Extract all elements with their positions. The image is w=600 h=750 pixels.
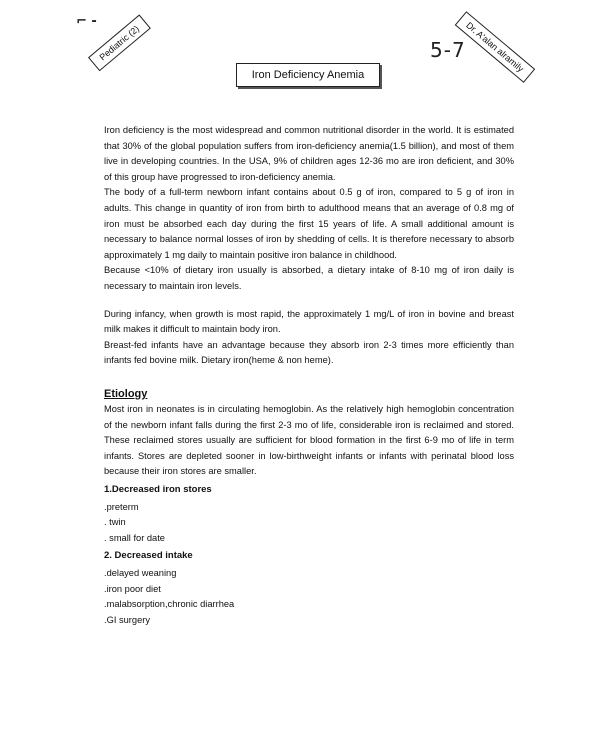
- section-heading: 1.Decreased iron stores: [104, 483, 212, 495]
- document-body: [104, 123, 514, 628]
- author-stamp: Dr. A'alan alramily: [455, 11, 535, 82]
- paragraph: The body of a full-term newborn infant contains about 0.5 g of iron, compared to 5 g of iron in adults. This change in quantity of iron from birth to adulthood means that an average of 0.8 mg of iron must be absorbed each day during the first 15 years of life. A small additional amount is necessary to balance normal losses of iron by shedding of cells. It is therefore necessary to absorb approximately 1 mg daily to maintain positive iron balance in childhood.: [104, 187, 514, 260]
- list-item: . twin: [104, 517, 126, 528]
- course-stamp: Pediatric (2): [88, 15, 151, 72]
- list-item: .malabsorption,chronic diarrhea: [104, 599, 235, 610]
- handwritten-page-number: 5-7: [430, 38, 466, 62]
- list-item: .GI surgery: [104, 614, 150, 625]
- section-heading: 2. Decreased intake: [104, 550, 193, 562]
- paragraph: During infancy, when growth is most rapid, the approximately 1 mg/L of iron in bovine and breast milk makes it difficult to maintain body iron.: [104, 308, 514, 335]
- list-item: .preterm: [104, 501, 139, 512]
- paragraph: Breast-fed infants have an advantage because they absorb iron 2-3 times more efficiently than infants fed bovine milk. Dietary iron(heme & non heme).: [104, 339, 514, 366]
- etiology-text: Most iron in neonates is in circulating hemoglobin. As the relatively high hemoglobin concentration of the newborn infant falls during the first 2-3 mo of life, considerable iron is reclaimed and stored. These reclaimed stores usually are sufficient for blood formation in the first 6-9 mo of life in term infants. Stores are depleted sooner in low-birthweight infants or infants with perinatal blood loss because their iron stores are smaller.: [104, 403, 514, 477]
- paragraph: Iron deficiency is the most widespread and common nutritional disorder in the world. It is estimated that 30% of the global population suffers from iron-deficiency anemia(1.5 billion), and most of them live in developing countries. In the USA, 9% of children ages 12-36 mo are iron deficient, and 30% of this group have progressed to iron-deficiency anemia.: [104, 125, 514, 182]
- list-item: .delayed weaning: [104, 568, 177, 579]
- list-item: .iron poor diet: [104, 583, 161, 594]
- handwritten-mark: ⌐ -: [76, 14, 97, 29]
- paragraph: Because <10% of dietary iron usually is absorbed, a dietary intake of 8-10 mg of iron daily is necessary to maintain iron levels.: [104, 265, 514, 291]
- document-title: Iron Deficiency Anemia: [236, 63, 380, 87]
- etiology-heading: Etiology: [104, 387, 148, 400]
- list-item: . small for date: [104, 532, 165, 543]
